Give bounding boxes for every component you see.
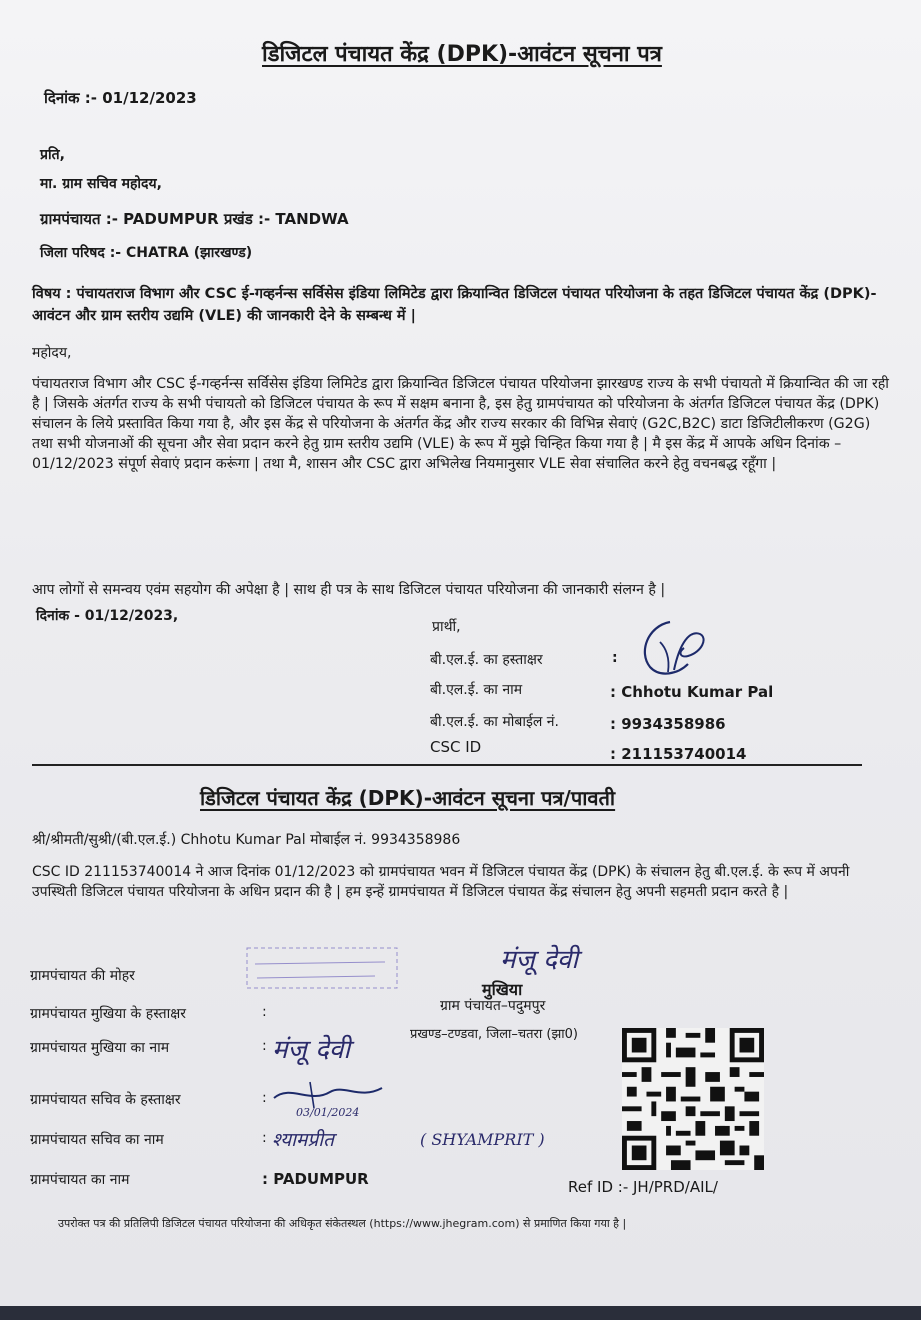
secretary-sign-colon: :	[262, 1090, 267, 1106]
vle-name-value: : Chhotu Kumar Pal	[610, 683, 774, 701]
secretary-name-label: ग्रामपंचायत सचिव का नाम	[30, 1132, 164, 1148]
district-line: जिला परिषद :- CHATRA (झारखण्ड)	[40, 245, 253, 261]
secretary-handwritten-latin: ( SHYAMPRIT )	[420, 1130, 545, 1149]
vle-sign-colon: :	[612, 650, 618, 666]
salutation: महोदय,	[32, 345, 72, 361]
addressee: मा. ग्राम सचिव महोदय,	[40, 176, 162, 192]
secretary-handwritten-name: श्यामप्रीत	[272, 1129, 334, 1151]
gram-panchayat-line: ग्रामपंचायत :- PADUMPUR प्रखंड :- TANDWA	[40, 210, 349, 228]
secretary-name-colon: :	[262, 1130, 267, 1146]
vle-mobile-value: : 9934358986	[610, 715, 726, 733]
panchayat-name-value: : PADUMPUR	[262, 1170, 369, 1188]
cooperation-paragraph: आप लोगों से समन्वय एवंम सहयोग की अपेक्षा है | साथ ही पत्र के साथ डिजिटल पंचायत परियोजना की जानकारी संलग्न है |	[32, 582, 666, 598]
panchayat-seal	[245, 940, 415, 995]
applicant-label: प्रार्थी,	[432, 619, 461, 635]
mukhiya-signature: मंजू देवी	[500, 945, 579, 975]
seal-label: ग्रामपंचायत की मोहर	[30, 968, 135, 984]
csc-id-value: : 211153740014	[610, 745, 747, 763]
body-paragraph: पंचायतराज विभाग और CSC ई-गव्हर्नन्स सर्विसेस इंडिया लिमिटेड द्वारा क्रियान्वित डिजिटल पंचायत परियोजना झारखण्ड राज्य के सभी पंचायतो में क्रियान्वित की जा रही है | जिसके अंतर्गत राज्य के सभी पंचायतो को डिजिटल पंचायत के रूप में सक्षम बनाना है, इस हेतु ग्रामपंचायत को परियोजना के अंतर्गत डिजिटल पंचायत केंद्र (DPK) संचालन के लिये प्रस्तावित किया गया है, और इस केंद्र से परियोजना के अंतर्गत केंद्र और राज्य सरकार की विभिन्न सेवाएं (G2C,B2C) डाटा डिजिटीलीकरण (G2G) तथा सभी योजनाओं की सूचना और सेवा प्रदान करने हेतु ग्राम स्तरीय उद्यमि (VLE) के रूप में मुझे चिन्हित किया गया है | मै इस केंद्र में आपके अधिन दिनांक – 01/12/2023 संपूर्ण सेवाएं प्रदान करूंगा | तथा मै, शासन और CSC द्वारा अभिलेख नियमानुसार VLE सेवा संचालित करने हेतु वचनबद्ध रहूँगा |	[32, 376, 889, 472]
panchayat-name-label: ग्रामपंचायत का नाम	[30, 1172, 130, 1188]
secretary-sign-date: 03/01/2024	[296, 1106, 360, 1119]
mukhiya-name-colon: :	[262, 1038, 267, 1054]
receipt-vle-line: श्री/श्रीमती/सुश्री/(बी.एल.ई.) Chhotu Kumar Pal मोबाईल नं. 9934358986	[32, 832, 461, 848]
mukhiya-stamp-line1: ग्राम पंचायत–पदुमपुर	[440, 998, 546, 1014]
receipt-body: CSC ID 211153740014 ने आज दिनांक 01/12/2023 को ग्रामपंचायत भवन में डिजिटल पंचायत केंद्र (DPK) के संचालन हेतु बी.एल.ई. के रूप में अपनी उपस्थिती डिजिटल पंचायत परियोजना के अधिन प्रदान की है | हम इन्हें ग्रामपंचायत में डिजिटल पंचायत केंद्र संचालन हेतु अपनी सहमती प्रदान करते है |	[32, 864, 850, 900]
vle-mobile-label: बी.एल.ई. का मोबाईल नं.	[430, 714, 560, 730]
subject-line: विषय : पंचायतराज विभाग और CSC ई-गव्हर्नन्स सर्विसेस इंडिया लिमिटेड द्वारा क्रियान्वित डिजिटल पंचायत परियोजना के तहत डिजिटल पंचायत केंद्र (DPK)-आवंटन और ग्राम स्तरीय उद्यमि (VLE) की जानकारी देने के सम्बन्ध में |	[32, 286, 877, 324]
to-line: प्रति,	[40, 147, 65, 163]
section-divider	[32, 764, 862, 766]
mukhiya-stamp-line2: प्रखण्ड–टण्डवा, जिला–चतरा (झा0)	[410, 1027, 578, 1042]
qr-code	[622, 1028, 764, 1170]
vle-name-label: बी.एल.ई. का नाम	[430, 682, 523, 698]
vle-sign-label: बी.एल.ई. का हस्ताक्षर	[430, 652, 543, 668]
secretary-sign-label: ग्रामपंचायत सचिव के हस्ताक्षर	[30, 1092, 181, 1108]
letter-date: दिनांक :- 01/12/2023	[44, 89, 197, 107]
vle-signature-image	[630, 612, 720, 682]
footer-note: उपरोक्त पत्र की प्रतिलिपी डिजिटल पंचायत परियोजना की अधिकृत संकेतस्थल (https://www.jhegram.com) से प्रमाणित किया गया है |	[58, 1217, 627, 1230]
mukhiya-sign-label: ग्रामपंचायत मुखिया के हस्ताक्षर	[30, 1006, 187, 1022]
bottom-date: दिनांक - 01/12/2023,	[36, 608, 179, 624]
receipt-title: डिजिटल पंचायत केंद्र (DPK)-आवंटन सूचना पत्र/पावती	[200, 786, 616, 810]
mukhiya-handwritten-name: मंजू देवी	[272, 1035, 351, 1065]
scan-edge	[0, 1306, 921, 1320]
mukhiya-sign-colon: :	[262, 1004, 267, 1020]
csc-id-label: CSC ID	[430, 738, 482, 756]
mukhiya-stamp-title: मुखिया	[482, 980, 523, 999]
mukhiya-name-label: ग्रामपंचायत मुखिया का नाम	[30, 1040, 170, 1056]
letter-title: डिजिटल पंचायत केंद्र (DPK)-आवंटन सूचना पत्र	[262, 42, 662, 67]
ref-id: Ref ID :- JH/PRD/AIL/	[568, 1178, 718, 1196]
